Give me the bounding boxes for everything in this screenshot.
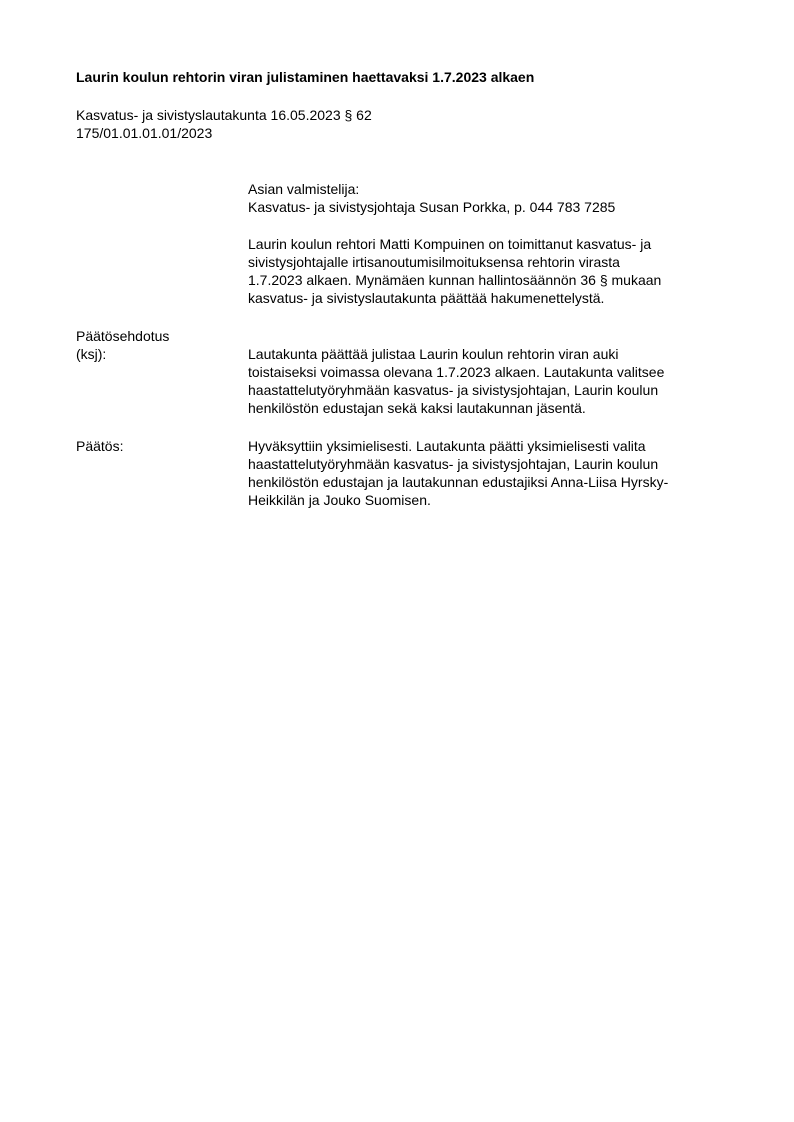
decision-label: Päätös:: [76, 438, 124, 454]
proposal-line: henkilöstön edustajan sekä kaksi lautakunnan jäsentä.: [248, 400, 586, 416]
decision-paragraph: [248, 437, 668, 509]
background-line: 1.7.2023 alkaen. Mynämäen kunnan hallintosäännön 36 § mukaan: [248, 272, 662, 288]
decision-line: henkilöstön edustajan ja lautakunnan edustajiksi Anna-Liisa Hyrsky-: [248, 474, 669, 490]
decision-line: haastattelutyöryhmään kasvatus- ja sivistysjohtajan, Laurin koulun: [248, 456, 659, 472]
background-line: kasvatus- ja sivistyslautakunta päättää hakumenettelystä.: [248, 290, 605, 306]
background-line: Laurin koulun rehtori Matti Kompuinen on toimittanut kasvatus- ja: [248, 236, 652, 252]
proposal-line: haastattelutyöryhmään kasvatus- ja sivistysjohtajan, Laurin koulun: [248, 382, 659, 398]
meeting-reference: Kasvatus- ja sivistyslautakunta 16.05.2023 § 62: [76, 107, 372, 123]
proposal-paragraph: [248, 345, 664, 417]
preparer: Kasvatus- ja sivistysjohtaja Susan Porkka, p. 044 783 7285: [248, 199, 616, 215]
background-line: sivistysjohtajalle irtisanoutumisilmoituksensa rehtorin virasta: [248, 254, 620, 270]
document-title: Laurin koulun rehtorin viran julistaminen haettavaksi 1.7.2023 alkaen: [76, 69, 535, 85]
decision-line: Hyväksyttiin yksimielisesti. Lautakunta päätti yksimielisesti valita: [248, 438, 646, 454]
proposal-label-sub: (ksj):: [76, 346, 107, 362]
background-paragraph: [248, 235, 661, 307]
proposal-label: Päätösehdotus: [76, 328, 170, 344]
decision-line: Heikkilän ja Jouko Suomisen.: [248, 492, 431, 508]
proposal-line: toistaiseksi voimassa olevana 1.7.2023 alkaen. Lautakunta valitsee: [248, 364, 665, 380]
preparer-label: Asian valmistelija:: [248, 181, 360, 197]
proposal-line: Lautakunta päättää julistaa Laurin koulun rehtorin viran auki: [248, 346, 619, 362]
record-id: 175/01.01.01.01/2023: [76, 125, 213, 141]
